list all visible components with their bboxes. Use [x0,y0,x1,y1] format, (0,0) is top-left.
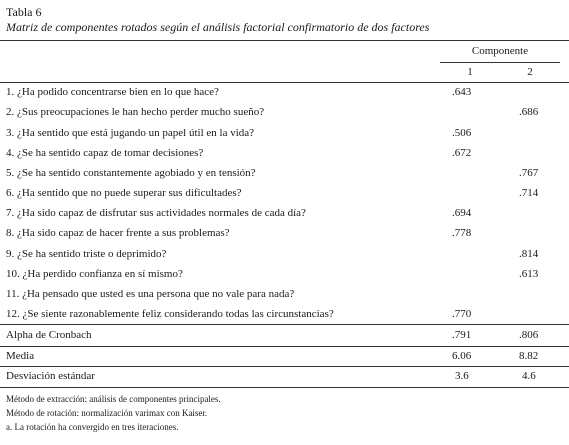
summary-label: Desviación estándar [6,370,95,382]
row-label: 5. ¿Se ha sentido constantemente agobiado y en tensión? [6,167,256,179]
row-label: 8. ¿Ha sido capaz de hacer frente a sus problemas? [6,227,230,239]
column-number-1: 1 [467,66,473,78]
row-value-c2: .686 [519,106,539,118]
row-value-c2: .613 [519,268,539,280]
note-convergence: a. La rotación ha convergido en tres iteraciones. [6,422,179,432]
row-label: 4. ¿Se ha sentido capaz de tomar decisiones? [6,147,204,159]
summary-value-c1: 3.6 [455,370,469,382]
row-label: 9. ¿Se ha sentido triste o deprimido? [6,248,167,260]
row-value-c1: .778 [452,227,472,239]
component-underline [440,62,560,63]
row-label: 10. ¿Ha perdido confianza en sí mismo? [6,268,183,280]
row-label: 1. ¿Ha podido concentrarse bien en lo que hace? [6,86,219,98]
summary-value-c1: .791 [452,329,472,341]
summary-value-c2: .806 [519,329,539,341]
row-label: 7. ¿Ha sido capaz de disfrutar sus actividades normales de cada día? [6,207,306,219]
rule-alpha-bottom [0,346,569,347]
row-value-c1: .694 [452,207,472,219]
component-header: Componente [471,45,529,57]
rule-bottom [0,387,569,388]
note-extraction: Método de extracción: análisis de componentes principales. [6,394,221,404]
table-label: Tabla 6 [6,5,42,19]
row-value-c2: .767 [519,167,539,179]
rule-items-bottom [0,324,569,325]
note-rotation: Método de rotación: normalización varimax con Kaiser. [6,408,208,418]
row-value-c2: .814 [519,248,539,260]
rule-top [0,40,569,41]
summary-value-c2: 8.82 [519,350,539,362]
row-value-c1: .770 [452,308,472,320]
row-value-c1: .672 [452,147,472,159]
summary-value-c2: 4.6 [522,370,536,382]
row-value-c2: .714 [519,187,539,199]
summary-value-c1: 6.06 [452,350,472,362]
summary-label: Alpha de Cronbach [6,329,92,341]
row-label: 2. ¿Sus preocupaciones le han hecho perder mucho sueño? [6,106,265,118]
row-label: 12. ¿Se siente razonablemente feliz considerando todas las circunstancias? [6,308,334,320]
column-number-2: 2 [527,66,533,78]
rule-media-bottom [0,366,569,367]
summary-label: Media [6,350,35,362]
row-label: 11. ¿Ha pensado que usted es una persona que no vale para nada? [6,288,295,300]
row-value-c1: .506 [452,127,472,139]
row-value-c1: .643 [452,86,472,98]
row-label: 3. ¿Ha sentido que está jugando un papel útil en la vida? [6,127,255,139]
rule-header-bottom [0,82,569,83]
table-title: Matriz de componentes rotados según el análisis factorial confirmatorio de dos factores [6,20,430,34]
row-label: 6. ¿Ha sentido que no puede superar sus dificultades? [6,187,242,199]
